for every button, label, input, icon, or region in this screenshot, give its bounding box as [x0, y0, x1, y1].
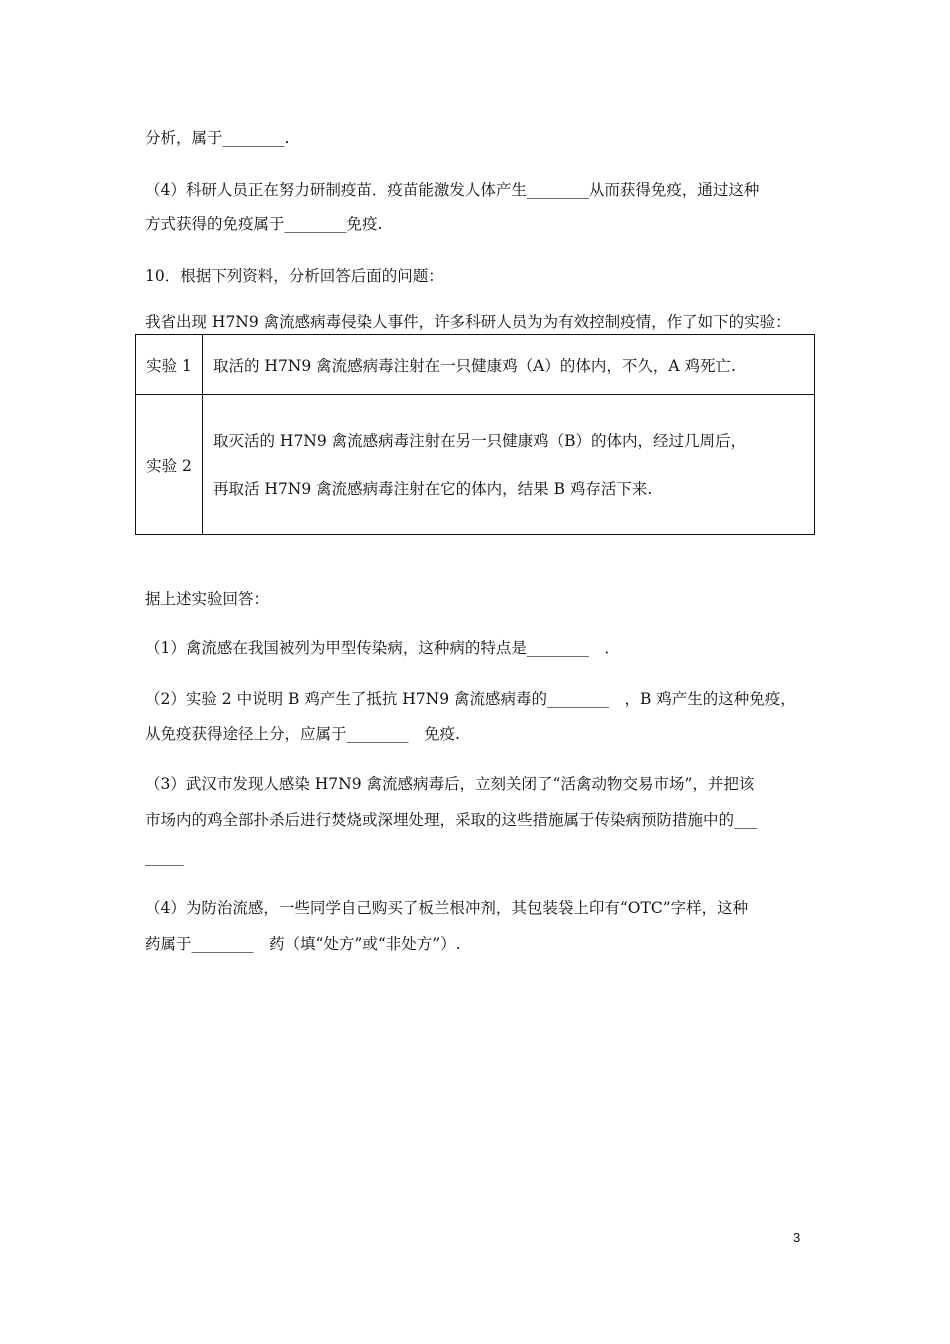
question-10-heading: 10．根据下列资料，分析回答后面的问题：: [145, 267, 444, 285]
sub-question-4-line-2: 药属于________ 药（填“处方”或“非处方”）.: [145, 935, 461, 953]
sub-question-4-line-1: （4）为防治流感，一些同学自己购买了板兰根冲剂，其包装袋上印有“OTC”字样，这种: [145, 899, 749, 917]
experiment-2-line-1: 取灭活的 H7N9 禽流感病毒注射在另一只健康鸡（B）的体内，经过几周后，: [213, 431, 747, 450]
intro-paragraph: 我省出现 H7N9 禽流感病毒侵染人事件，许多科研人员为为有效控制疫情，作了如下的实验：: [145, 313, 791, 331]
sub-question-3-line-2: 市场内的鸡全部扑杀后进行焚烧或深埋处理，采取的这些措施属于传染病预防措施中的___: [145, 811, 758, 829]
experiment-2-line-2: 再取活 H7N9 禽流感病毒注射在它的体内，结果 B 鸡存活下来.: [213, 479, 653, 498]
sub-question-3-line-1: （3）武汉市发现人感染 H7N9 禽流感病毒后，立刻关闭了“活禽动物交易市场”，并把该: [145, 775, 755, 793]
experiment-2-label: 实验 2: [136, 395, 203, 535]
experiment-1-label: 实验 1: [136, 335, 203, 395]
sub-question-3-line-3: _____: [145, 848, 184, 866]
sub-question-1: （1）禽流感在我国被列为甲型传染病，这种病的特点是________ ．: [145, 639, 620, 657]
experiment-1-description: 取活的 H7N9 禽流感病毒注射在一只健康鸡（A）的体内，不久，A 鸡死亡.: [203, 335, 815, 395]
answer-prompt: 据上述实验回答：: [145, 590, 270, 608]
sub-question-2-line-1: （2）实验 2 中说明 B 鸡产生了抵抗 H7N9 禽流感病毒的________ ，B 鸡产生的这种免疫，: [145, 690, 796, 708]
question-4-line-2: 方式获得的免疫属于________免疫.: [145, 215, 383, 233]
table-row: [136, 335, 815, 395]
question-4-line-1: （4）科研人员正在努力研制疫苗．疫苗能激发人体产生________从而获得免疫，通过这种: [145, 181, 760, 199]
page-number: 3: [793, 1230, 801, 1245]
table-row: [136, 395, 815, 535]
experiment-table: [135, 334, 815, 535]
sub-question-2-line-2: 从免疫获得途径上分，应属于________ 免疫.: [145, 725, 460, 743]
experiment-2-description: [203, 395, 815, 535]
text-line-1: 分析，属于________.: [145, 129, 290, 147]
